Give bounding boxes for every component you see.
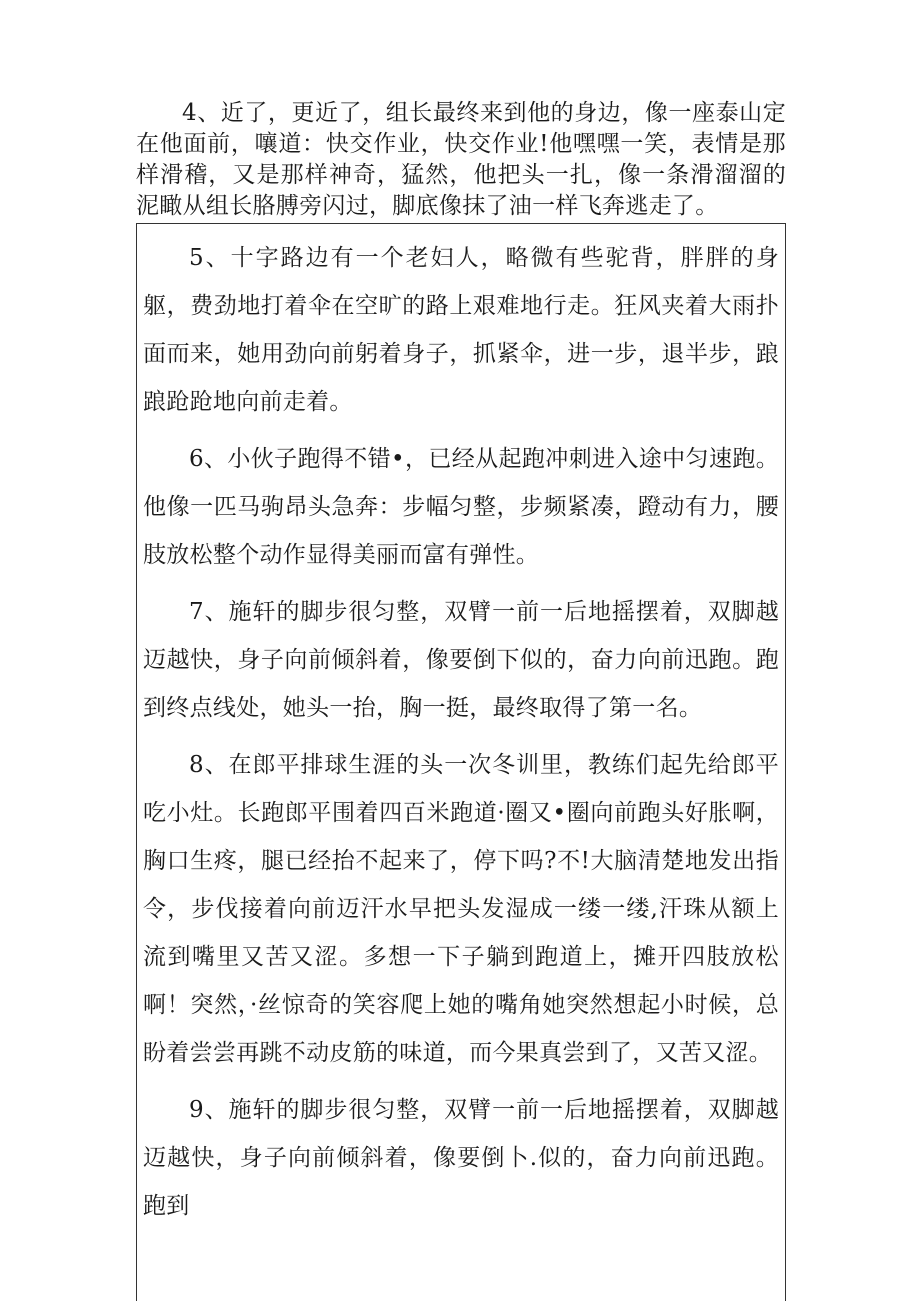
paragraph-6: 6、小伙子跑得不错•，已经从起跑冲刺进入途中匀速跑。他像一匹马驹昂头急奔：步幅匀整，步频紧凑，蹬动有力，腰肢放松整个动作显得美丽而富有弹性。 — [143, 446, 779, 568]
paragraph-5: 5、十字路边有一个老妇人，略微有些驼背，胖胖的身躯，费劲地打着伞在空旷的路上艰难地行走。狂风夹着大雨扑面而来，她用劲向前躬着身子，抓紧伞，进一步，退半步，踉踉跄跄地向前走着。 — [143, 245, 779, 415]
bordered-text-box — [136, 223, 786, 1301]
paragraph-7: 7、施轩的脚步很匀整，双臂一前一后地摇摆着，双脚越迈越快，身子向前倾斜着，像要倒下似的，奋力向前迅跑。跑到终点线处，她头一抬，胸一挺，最终取得了第一名。 — [143, 599, 779, 721]
paragraph-4: 4、近了，更近了，组长最终来到他的身边，像一座泰山定在他面前，嚷道：快交作业，快交作业!他嘿嘿一笑，表情是那样滑稽，又是那样神奇，猛然，他把头一扎，像一条滑溜溜的泥瞰从组长胳膊旁闪过，脚底像抹了油一样飞奔逃走了。 — [136, 100, 786, 219]
paragraph-8: 8、在郎平排球生涯的头一次冬训里，教练们起先给郎平吃小灶。长跑郎平围着四百米跑道·圈又•圈向前跑头好胀啊，胸口生疼，腿已经抬不起来了，停下吗?不!大脑清楚地发出指令，步伐接着向前迈汗水早把头发湿成一缕一缕,汗珠从额上流到嘴里又苦又涩。多想一下子躺到跑道上，摊开四肢放松啊！突然，·丝惊奇的笑容爬上她的嘴角她突然想起小时候，总盼着尝尝再跳不动皮筋的味道，而今果真尝到了，又苦又涩。 — [143, 752, 779, 1066]
paragraph-9: 9、施轩的脚步很匀整，双臂一前一后地摇摆着，双脚越迈越快，身子向前倾斜着，像要倒卜.似的，奋力向前迅跑。跑到 — [143, 1097, 779, 1219]
